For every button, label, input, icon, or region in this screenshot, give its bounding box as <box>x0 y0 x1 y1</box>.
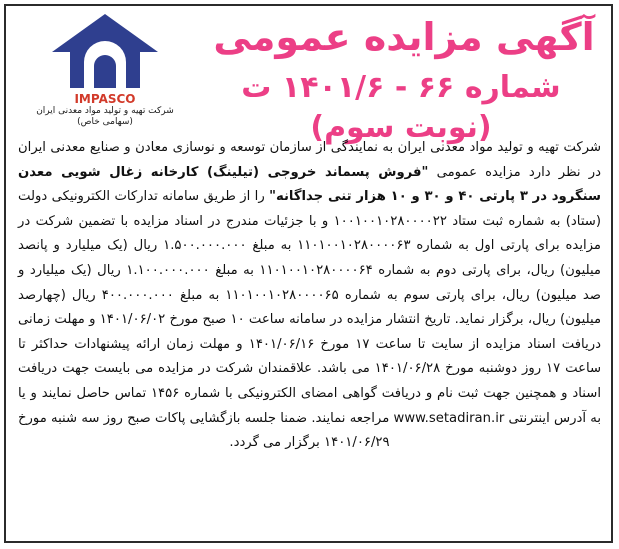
body-details: را از طریق سامانه تدارکات الکترونیکی دولت (ستاد) به شماره ثبت ستاد ۱۰۰۱۰۰۱۰۲۸۰۰۰۰۲۲ و با جزئیات مندرج در اسناد مزایده با تضمین شرکت در مزایده برای پارتی اول به شماره ۱۱۰۱۰۰۱۰۲۸۰۰۰۰۶۳ به مبلغ ۱.۵۰۰.۰۰۰.۰۰۰ ریال (یک میلیارد و پانصد میلیون) ریال، برای پارتی دوم به شماره ۱۱۰۱۰۰۱۰۲۸۰۰۰۰۶۴ به مبلغ ۱.۱۰۰.۰۰۰.۰۰۰ ریال (یک میلیارد و صد میلیون) ریال، برای پارتی سوم به شماره ۱۱۰۱۰۰۱۰۲۸۰۰۰۰۶۵ به مبلغ ۴۰۰.۰۰۰.۰۰۰ ریال (چهارصد میلیون) ریال، برگزار نماید. تاریخ انتشار مزایده در سامانه ساعت ۱۰ صبح مورخ ۱۴۰۱/۰۶/۰۲ و مهلت زمانی دریافت اسناد مزایده از سایت تا ساعت ۱۷ مورخ ۱۴۰۱/۰۶/۱۶ و مهلت زمان ارائه پیشنهادات حداکثر تا ساعت ۱۷ روز دوشنبه مورخ ۱۴۰۱/۰۶/۲۸ می باشد. علاقمندان شرکت در مزایده می بایست جهت دریافت اسناد و همچنین جهت ثبت نام و دریافت گواهی امضای الکترونیکی با شماره ۱۴۵۶ تماس حاصل نمایند و یا به آدرس اینترنتی www.setadiran.ir مراجعه نمایند. ضمنا جلسه بازگشایی پاکات صبح روز سه شنبه مورخ ۱۴۰۱/۰۶/۲۹ برگزار می گردد. <box>18 189 602 451</box>
logo-company-name: شرکت تهیه و تولید مواد معدنی ایران <box>36 106 174 116</box>
ad-title: آگهی مزایده عمومی <box>213 15 595 59</box>
ad-body <box>18 136 601 456</box>
body-highlight: "فروش پسماند خروجی (تیلینگ) کارخانه زغال شویی معدن سنگرود در ۳ پارتی ۴۰ و ۳۰ و ۱۰ هزار تنی جداگانه" <box>18 164 601 205</box>
body-intro: شرکت تهیه و تولید مواد معدنی ایران به نمایندگی از سازمان توسعه و نوسازی معادن و صنایع معدنی ایران در نظر دارد مزایده عمومی <box>18 140 601 180</box>
ad-number: شماره ۶۶ - ۱۴۰۱/۶ ت (نوبت سوم) <box>241 70 561 145</box>
impasco-emblem-icon <box>50 12 160 90</box>
logo-company-type: (سهامی خاص) <box>77 117 133 127</box>
company-logo <box>10 12 200 130</box>
logo-brand-name: IMPASCO <box>74 92 136 106</box>
